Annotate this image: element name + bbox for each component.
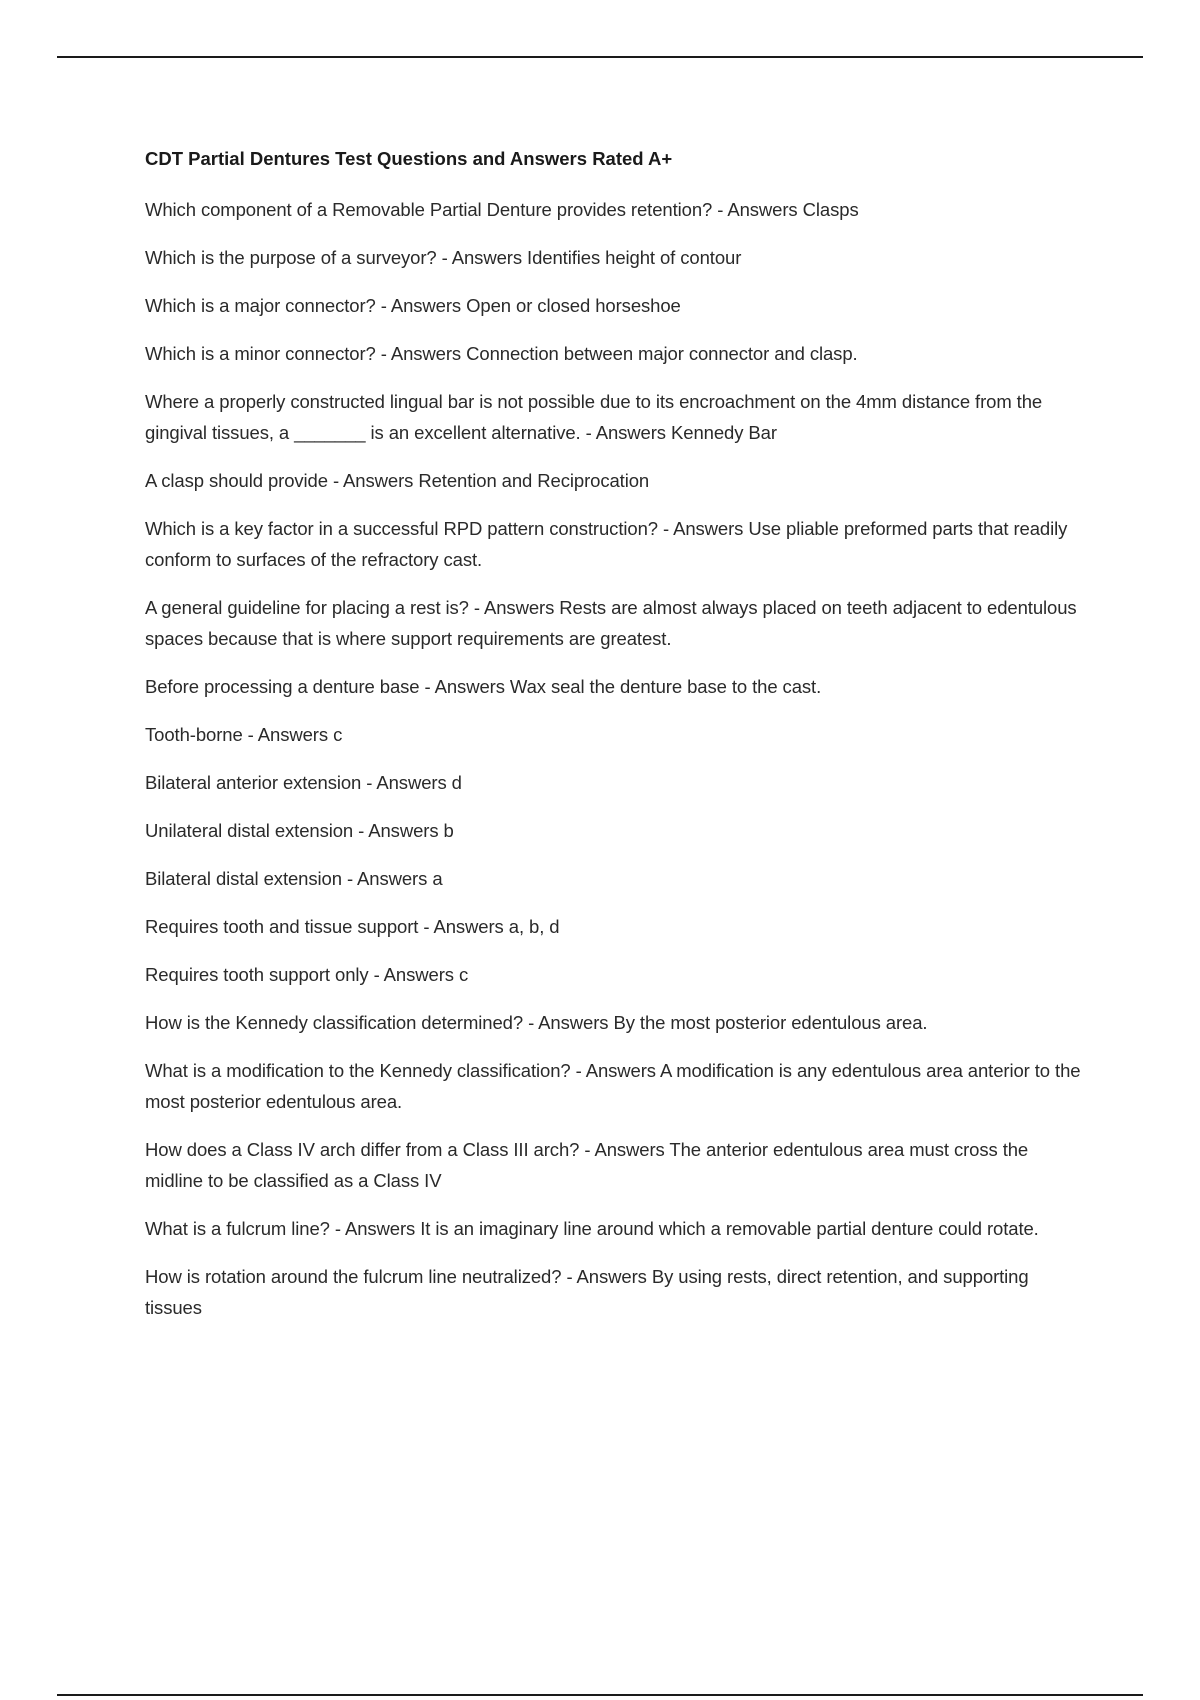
footer-rule xyxy=(57,1694,1143,1696)
answer-prefix: Answers xyxy=(595,422,666,443)
document-title: CDT Partial Dentures Test Questions and Answers Rated A+ xyxy=(145,148,673,169)
answer-text: A modification is any edentulous area anterior to the most posterior edentulous area. xyxy=(145,1060,1081,1112)
qa-item xyxy=(145,338,1085,369)
qa-item xyxy=(145,1261,1085,1323)
question-text: Requires tooth and tissue support xyxy=(145,916,419,937)
answer-prefix: Answers xyxy=(484,597,555,618)
answer-prefix: Answers xyxy=(594,1139,665,1160)
question-text: Unilateral distal extension xyxy=(145,820,354,841)
header-rule xyxy=(57,56,1143,58)
qa-item xyxy=(145,671,1085,702)
answer-prefix: Answers xyxy=(434,676,505,697)
question-text: Which is a major connector? xyxy=(145,295,376,316)
answer-text: Rests are almost always placed on teeth adjacent to edentulous spaces because that is where support requirements are greatest. xyxy=(145,597,1077,649)
answer-text: Identifies height of contour xyxy=(527,247,742,268)
answer-text: d xyxy=(451,772,462,793)
qa-item xyxy=(145,815,1085,846)
qa-item xyxy=(145,242,1085,273)
answer-text: By the most posterior edentulous area. xyxy=(613,1012,928,1033)
answer-text: Kennedy Bar xyxy=(671,422,777,443)
answer-text: Wax seal the denture base to the cast. xyxy=(509,676,822,697)
answer-text: c xyxy=(333,724,343,745)
question-text: Before processing a denture base xyxy=(145,676,420,697)
question-text: What is a fulcrum line? xyxy=(145,1218,330,1239)
answer-prefix: Answers xyxy=(383,964,454,985)
answer-text: Clasps xyxy=(802,199,859,220)
question-text: Requires tooth support only xyxy=(145,964,369,985)
answer-text: a xyxy=(432,868,443,889)
answer-prefix: Answers xyxy=(257,724,329,745)
answer-text: b xyxy=(443,820,454,841)
answer-prefix: Answers xyxy=(357,868,428,889)
question-text: Which component of a Removable Partial Denture provides retention? xyxy=(145,199,713,220)
document-body xyxy=(145,144,1085,1340)
answer-prefix: Answers xyxy=(673,518,744,539)
qa-item xyxy=(145,1055,1085,1117)
answer-text: c xyxy=(458,964,469,985)
answer-prefix: Answers xyxy=(538,1012,609,1033)
question-text: Tooth-borne xyxy=(145,724,243,745)
question-text: How does a Class IV arch differ from a Class III arch? xyxy=(145,1139,580,1160)
qa-item xyxy=(145,592,1085,654)
answer-prefix: Answers xyxy=(390,343,462,364)
question-text: How is the Kennedy classification determined? xyxy=(145,1012,524,1033)
answer-text: By using rests, direct retention, and supporting tissues xyxy=(145,1266,1029,1318)
answer-prefix: Answers xyxy=(390,295,462,316)
qa-item xyxy=(145,290,1085,321)
qa-item xyxy=(145,767,1085,798)
answer-prefix: Answers xyxy=(344,1218,416,1239)
qa-item xyxy=(145,719,1085,750)
question-text: A clasp should provide xyxy=(145,470,328,491)
answer-text: Use pliable preformed parts that readily conform to surfaces of the refractory cast. xyxy=(145,518,1068,570)
answer-prefix: Answers xyxy=(368,820,439,841)
qa-item xyxy=(145,1134,1085,1196)
qa-item xyxy=(145,513,1085,575)
qa-item xyxy=(145,194,1085,225)
question-text: Where a properly constructed lingual bar is not possible due to its encroachment on the 4mm distance from the gingival tissues, a _______ is an excellent alternative. xyxy=(145,391,1043,443)
qa-item xyxy=(145,465,1085,496)
answer-prefix: Answers xyxy=(727,199,798,220)
qa-item xyxy=(145,911,1085,942)
qa-item xyxy=(145,1007,1085,1038)
answer-prefix: Answers xyxy=(576,1266,647,1287)
qa-item xyxy=(145,1213,1085,1244)
answer-prefix: Answers xyxy=(343,470,414,491)
question-text: A general guideline for placing a rest is? xyxy=(145,597,469,618)
answer-prefix: Answers xyxy=(451,247,522,268)
qa-item xyxy=(145,386,1085,448)
qa-item xyxy=(145,959,1085,990)
answer-text: Connection between major connector and clasp. xyxy=(466,343,858,364)
answer-prefix: Answers xyxy=(585,1060,656,1081)
answer-text: The anterior edentulous area must cross the midline to be classified as a Class IV xyxy=(145,1139,1029,1191)
qa-item xyxy=(145,863,1085,894)
question-text: Which is the purpose of a surveyor? xyxy=(145,247,437,268)
answer-text: Open or closed horseshoe xyxy=(466,295,681,316)
question-text: What is a modification to the Kennedy classification? xyxy=(145,1060,571,1081)
question-text: Bilateral distal extension xyxy=(145,868,342,889)
question-text: Which is a key factor in a successful RPD pattern construction? xyxy=(145,518,658,539)
question-text: Which is a minor connector? xyxy=(145,343,376,364)
answer-text: a, b, d xyxy=(508,916,560,937)
answer-text: Retention and Reciprocation xyxy=(418,470,650,491)
answer-prefix: Answers xyxy=(376,772,447,793)
question-text: Bilateral anterior extension xyxy=(145,772,362,793)
answer-prefix: Answers xyxy=(433,916,504,937)
question-text: How is rotation around the fulcrum line neutralized? xyxy=(145,1266,562,1287)
answer-text: It is an imaginary line around which a removable partial denture could rotate. xyxy=(420,1218,1039,1239)
